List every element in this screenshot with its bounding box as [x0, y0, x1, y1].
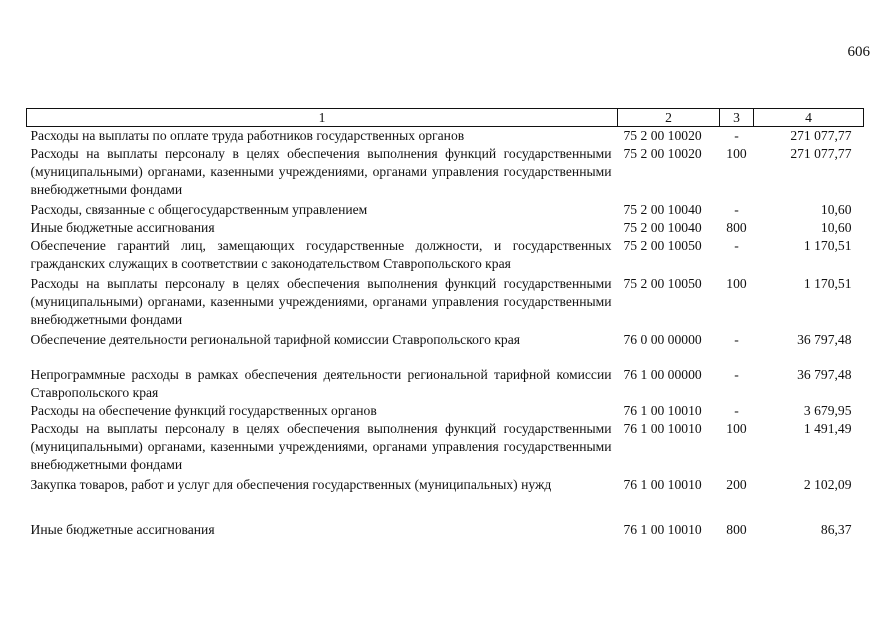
row-sum: 86,37: [820, 522, 852, 537]
header-col-1: 1: [27, 109, 618, 127]
row-type: 800: [726, 522, 747, 537]
row-type: -: [734, 128, 739, 143]
row-type: 200: [726, 477, 747, 492]
row-sum: 36 797,48: [797, 367, 852, 382]
row-type: -: [734, 202, 739, 217]
row-sum: 1 170,51: [803, 238, 852, 253]
budget-table: [26, 108, 864, 539]
table-row: [27, 366, 864, 402]
table-row: [27, 402, 864, 420]
row-type: 100: [726, 146, 747, 161]
row-sum: 3 679,95: [803, 403, 852, 418]
row-type: -: [734, 332, 739, 347]
header-col-2: 2: [618, 109, 720, 127]
row-name: Обеспечение деятельности региональной тарифной комиссии Ставропольского края: [30, 332, 521, 347]
header-col-4: 4: [754, 109, 864, 127]
row-name: Расходы на выплаты персоналу в целях обеспечения выполнения функций государственными (муниципальными) органами, казенными учреждениями, органами управления государственными внебюджетными фондами: [30, 276, 612, 327]
row-sum: 36 797,48: [797, 332, 852, 347]
row-code: 76 1 00 10010: [623, 477, 702, 492]
row-name: Обеспечение гарантий лиц, замещающих государственные должности, и государственных гражданских служащих в соответствии с законодательством Ставропольского края: [30, 238, 612, 271]
row-code: 76 0 00 00000: [623, 332, 702, 347]
row-name: Иные бюджетные ассигнования: [30, 220, 215, 235]
table-row: [27, 275, 864, 331]
row-code: 75 2 00 10040: [623, 202, 702, 217]
row-name: Непрограммные расходы в рамках обеспечения деятельности региональной тарифной комиссии Ставропольского края: [30, 367, 612, 400]
row-sum: 2 102,09: [803, 477, 852, 492]
table-row: [27, 331, 864, 366]
row-code: 76 1 00 10010: [623, 522, 702, 537]
row-name: Расходы на выплаты персоналу в целях обеспечения выполнения функций государственными (муниципальными) органами, казенными учреждениями, органами управления государственными внебюджетными фондами: [30, 421, 612, 472]
row-name: Расходы на выплаты персоналу в целях обеспечения выполнения функций государственными (муниципальными) органами, казенными учреждениями, органами управления государственными внебюджетными фондами: [30, 146, 612, 197]
table-row: [27, 127, 864, 146]
table-row: [27, 420, 864, 476]
row-sum: 1 170,51: [803, 276, 852, 291]
row-type: -: [734, 238, 739, 253]
table-row: [27, 521, 864, 539]
row-name: Расходы, связанные с общегосударственным управлением: [30, 202, 368, 217]
row-type: 800: [726, 220, 747, 235]
row-code: 75 2 00 10020: [623, 146, 702, 161]
row-sum: 271 077,77: [790, 146, 852, 161]
row-name: Расходы на обеспечение функций государственных органов: [30, 403, 377, 418]
table-header-row: [27, 109, 864, 127]
table-row: [27, 237, 864, 275]
row-code: 76 1 00 10010: [623, 403, 702, 418]
row-code: 75 2 00 10050: [623, 238, 702, 253]
row-sum: 10,60: [820, 220, 852, 235]
row-code: 75 2 00 10050: [623, 276, 702, 291]
row-code: 76 1 00 00000: [623, 367, 702, 382]
row-code: 75 2 00 10040: [623, 220, 702, 235]
row-code: 75 2 00 10020: [623, 128, 702, 143]
row-name: Закупка товаров, работ и услуг для обеспечения государственных (муниципальных) нужд: [30, 477, 552, 492]
table-row: [27, 201, 864, 219]
row-sum: 1 491,49: [803, 421, 852, 436]
table-row: [27, 476, 864, 521]
table-row: [27, 219, 864, 237]
row-name: Иные бюджетные ассигнования: [30, 522, 215, 537]
row-name: Расходы на выплаты по оплате труда работников государственных органов: [30, 128, 465, 143]
table-row: [27, 145, 864, 201]
row-code: 76 1 00 10010: [623, 421, 702, 436]
row-type: -: [734, 403, 739, 418]
page-number: 606: [847, 44, 870, 60]
row-type: 100: [726, 276, 747, 291]
row-type: 100: [726, 421, 747, 436]
header-col-3: 3: [720, 109, 754, 127]
row-sum: 271 077,77: [790, 128, 852, 143]
row-sum: 10,60: [820, 202, 852, 217]
row-type: -: [734, 367, 739, 382]
